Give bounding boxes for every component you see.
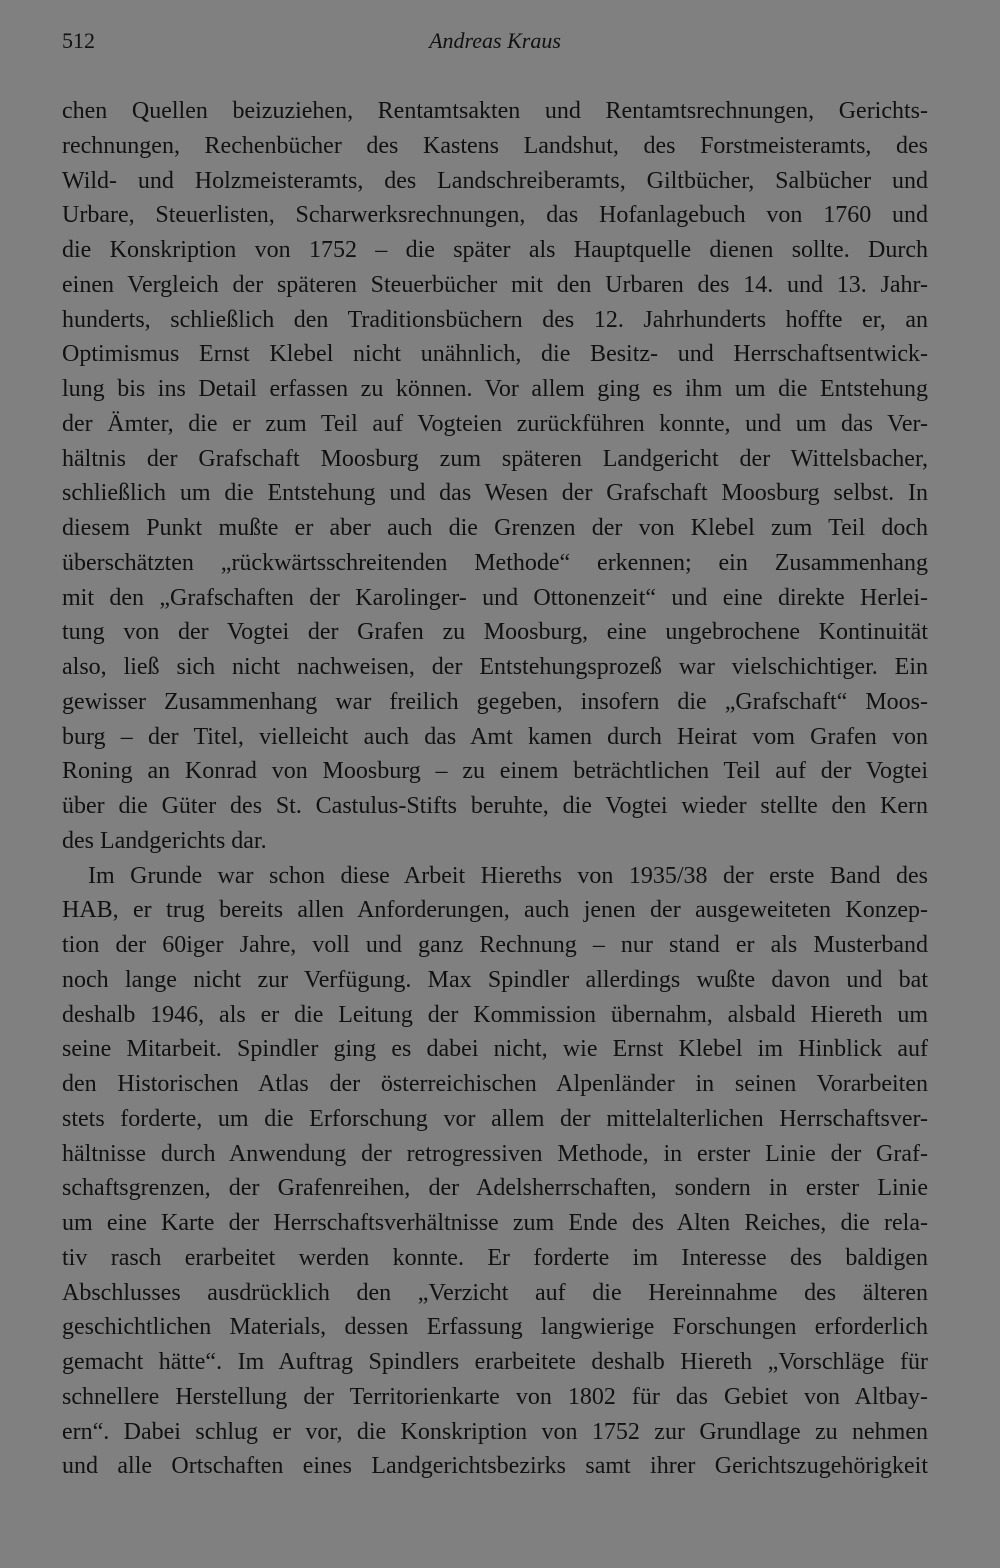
text-line: gemacht hätte“. Im Auftrag Spindlers erarbeitete deshalb Hiereth „Vorschläge für: [62, 1349, 928, 1375]
paragraph-2: [62, 859, 928, 1485]
text-line: stets forderte, um die Erforschung vor allem der mittelalterlichen Herrschaftsver-: [62, 1105, 928, 1132]
text-line: diesem Punkt mußte er aber auch die Grenzen der von Klebel zum Teil doch: [62, 515, 928, 541]
text-line: tung von der Vogtei der Grafen zu Moosburg, eine ungebrochene Kontinuität: [62, 619, 928, 646]
text-line: schaftsgrenzen, der Grafenreihen, der Adelsherrschaften, sondern in erster Linie: [62, 1175, 928, 1202]
text-line: tion der 60iger Jahre, voll und ganz Rechnung – nur stand er als Musterband: [62, 932, 928, 958]
running-head: [62, 26, 928, 56]
text-line: die Konskription von 1752 – die später als Hauptquelle dienen sollte. Durch: [62, 237, 928, 263]
text-line: chen Quellen beizuziehen, Rentamtsakten und Rentamtsrechnungen, Gerichts-: [62, 98, 928, 124]
text-line: des Landgerichts dar.: [62, 827, 267, 854]
page-number: 512: [62, 28, 95, 53]
text-line: und alle Ortschaften eines Landgerichtsbezirks samt ihrer Gerichtszugehörigkeit: [62, 1453, 928, 1480]
text-line: schließlich um die Entstehung und das Wesen der Grafschaft Moosburg selbst. In: [62, 480, 928, 507]
text-line: Roning an Konrad von Moosburg – zu einem beträchtlichen Teil auf der Vogtei: [62, 758, 928, 785]
text-line: hunderts, schließlich den Traditionsbüchern des 12. Jahrhunderts hoffte er, an: [62, 306, 928, 333]
text-line: der Ämter, die er zum Teil auf Vogteien zurückführen konnte, und um das Ver-: [62, 410, 928, 437]
text-line: mit den „Grafschaften der Karolinger- und Ottonenzeit“ und eine direkte Herlei-: [62, 584, 928, 611]
text-line: Urbare, Steuerlisten, Scharwerksrechnungen, das Hofanlagebuch von 1760 und: [62, 202, 928, 229]
text-line: überschätzten „rückwärtsschreitenden Methode“ erkennen; ein Zusammenhang: [62, 549, 928, 576]
text-line: deshalb 1946, als er die Leitung der Kommission übernahm, alsbald Hiereth um: [62, 1001, 928, 1028]
text-line: über die Güter des St. Castulus-Stifts beruhte, die Vogtei wieder stellte den Kern: [62, 793, 928, 819]
text-line: lung bis ins Detail erfassen zu können. Vor allem ging es ihm um die Entstehung: [62, 376, 928, 402]
text-line: um eine Karte der Herrschaftsverhältnisse zum Ende des Alten Reiches, die rela-: [62, 1210, 928, 1236]
text-line: noch lange nicht zur Verfügung. Max Spindler allerdings wußte davon und bat: [62, 966, 928, 993]
text-line: Abschlusses ausdrücklich den „Verzicht auf die Hereinnahme des älteren: [62, 1279, 928, 1306]
text-line: also, ließ sich nicht nachweisen, der Entstehungsprozeß war vielschichtiger. Ein: [62, 654, 928, 680]
paragraph-1: [62, 94, 928, 859]
text-line: geschichtlichen Materials, dessen Erfassung langwierige Forschungen erforderlich: [62, 1314, 928, 1341]
text-line: gewisser Zusammenhang war freilich gegeben, insofern die „Grafschaft“ Moos-: [62, 688, 928, 715]
text-line: HAB, er trug bereits allen Anforderungen, auch jenen der ausgeweiteten Konzep-: [62, 897, 928, 924]
text-line: den Historischen Atlas der österreichischen Alpenländer in seinen Vorarbeiten: [62, 1071, 928, 1097]
body-text: [62, 94, 928, 1484]
text-line: rechnungen, Rechenbücher des Kastens Landshut, des Forstmeisteramts, des: [62, 132, 928, 159]
text-line: tiv rasch erarbeitet werden konnte. Er forderte im Interesse des baldigen: [62, 1244, 928, 1271]
text-line: schnellere Herstellung der Territorienkarte von 1802 für das Gebiet von Altbay-: [62, 1383, 928, 1410]
text-line: Wild- und Holzmeisteramts, des Landschreiberamts, Giltbücher, Salbücher und: [62, 167, 928, 194]
text-line: burg – der Titel, vielleicht auch das Amt kamen durch Heirat vom Grafen von: [62, 723, 928, 750]
text-line: Im Grunde war schon diese Arbeit Hiereths von 1935/38 der erste Band des: [88, 862, 928, 889]
text-line: ern“. Dabei schlug er vor, die Konskription von 1752 zur Grundlage zu nehmen: [62, 1418, 928, 1445]
running-title: Andreas Kraus: [429, 28, 561, 53]
text-line: einen Vergleich der späteren Steuerbücher mit den Urbaren des 14. und 13. Jahr-: [62, 271, 928, 298]
text-line: hältnis der Grafschaft Moosburg zum späteren Landgericht der Wittelsbacher,: [62, 445, 928, 472]
text-line: Optimismus Ernst Klebel nicht unähnlich, die Besitz- und Herrschaftsentwick-: [62, 341, 928, 368]
text-line: hältnisse durch Anwendung der retrogressiven Methode, in erster Linie der Graf-: [62, 1140, 928, 1167]
text-line: seine Mitarbeit. Spindler ging es dabei nicht, wie Ernst Klebel im Hinblick auf: [62, 1036, 928, 1063]
